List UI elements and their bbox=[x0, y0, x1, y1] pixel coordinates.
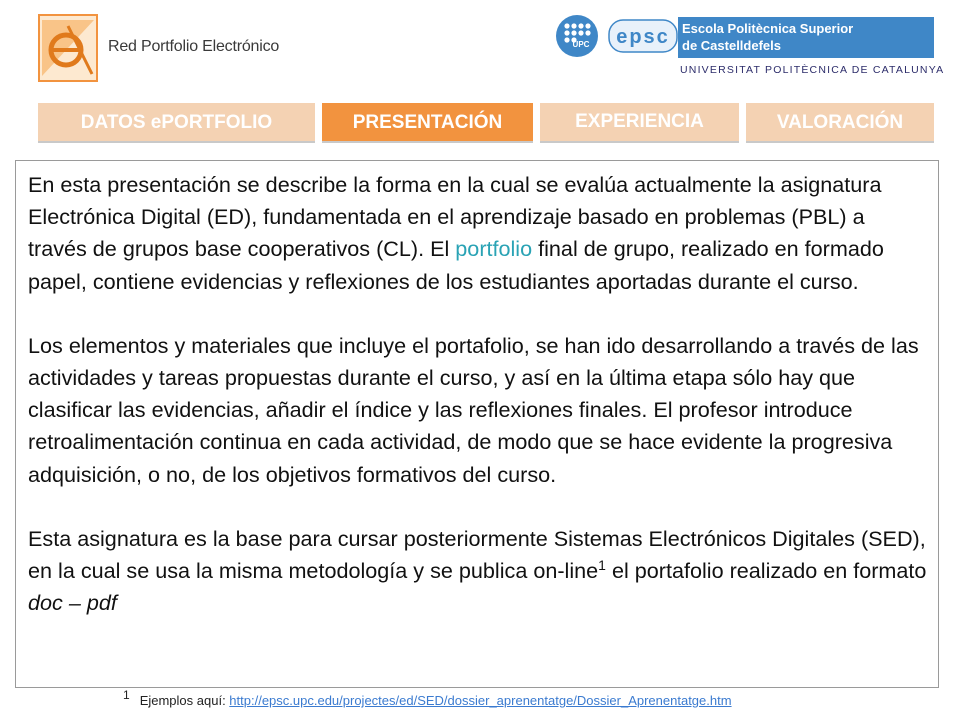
school-name-banner bbox=[678, 17, 934, 58]
upc-logo-icon bbox=[555, 14, 599, 58]
svg-text:UPC: UPC bbox=[572, 40, 590, 49]
tab-valoracion[interactable]: VALORACIÓN bbox=[746, 103, 934, 143]
tab-datos-eportfolio[interactable]: DATOS ePORTFOLIO bbox=[38, 103, 315, 143]
school-line-1: Escola Politècnica Superior bbox=[682, 21, 854, 36]
logo-title: Red Portfolio Electrónico bbox=[108, 38, 280, 55]
presentation-content bbox=[15, 160, 939, 688]
tab-experiencia[interactable]: EXPERIENCIA bbox=[540, 103, 739, 143]
epsc-logo-icon bbox=[608, 16, 678, 56]
footnote bbox=[123, 688, 732, 708]
paragraph-1: En esta presentación se describe la forma en la cual se evalúa actualmente la asignatura Electrónica Digital (ED), fundamentada en el aprendizaje basado en problemas (PBL) a través de grupos base cooperativos (CL). El portfolio final de grupo, realizado en formado papel, contiene evidencias y reflexiones de los estudiantes aportadas durante el curso. bbox=[28, 172, 884, 294]
format-text: doc – pdf bbox=[28, 590, 117, 616]
university-name: UNIVERSITAT POLITÈCNICA DE CATALUNYA bbox=[680, 64, 945, 76]
portfolio-link[interactable]: portfolio bbox=[455, 236, 533, 262]
footnote-url-link[interactable]: http://epsc.upc.edu/projectes/ed/SED/dossier_aprenentatge/Dossier_Aprenentatge.htm bbox=[229, 693, 732, 708]
tab-presentacion[interactable]: PRESENTACIÓN bbox=[322, 103, 533, 143]
footnote-label: Ejemplos aquí: bbox=[139, 693, 230, 708]
school-line-2: de Castelldefels bbox=[682, 38, 781, 53]
footnote-number: 1 bbox=[123, 688, 130, 702]
paragraph-3: Esta asignatura es la base para cursar posteriormente Sistemas Electrónicos Digitales (SED), en la cual se usa la misma metodología y se publica on-line$^1$ el portafolio realizado en formato doc – pdf bbox=[28, 525, 927, 616]
footnote-ref: 1 bbox=[598, 556, 606, 573]
red-portfolio-logo-icon bbox=[38, 14, 98, 82]
paragraph-2: Los elementos y materiales que incluye el portafolio, se han ido desarrollando a través de las actividades y tareas propuestas durante el curso, y así en la última etapa sólo hay que clasificar las evidencias, añadir el índice y las reflexiones finales. El profesor introduce retroalimentación continua en cada actividad, de modo que se hace evidente la progresiva adquisición, o no, de los objetivos formativos del curso. bbox=[28, 332, 919, 487]
svg-text:epsc: epsc bbox=[616, 26, 670, 48]
